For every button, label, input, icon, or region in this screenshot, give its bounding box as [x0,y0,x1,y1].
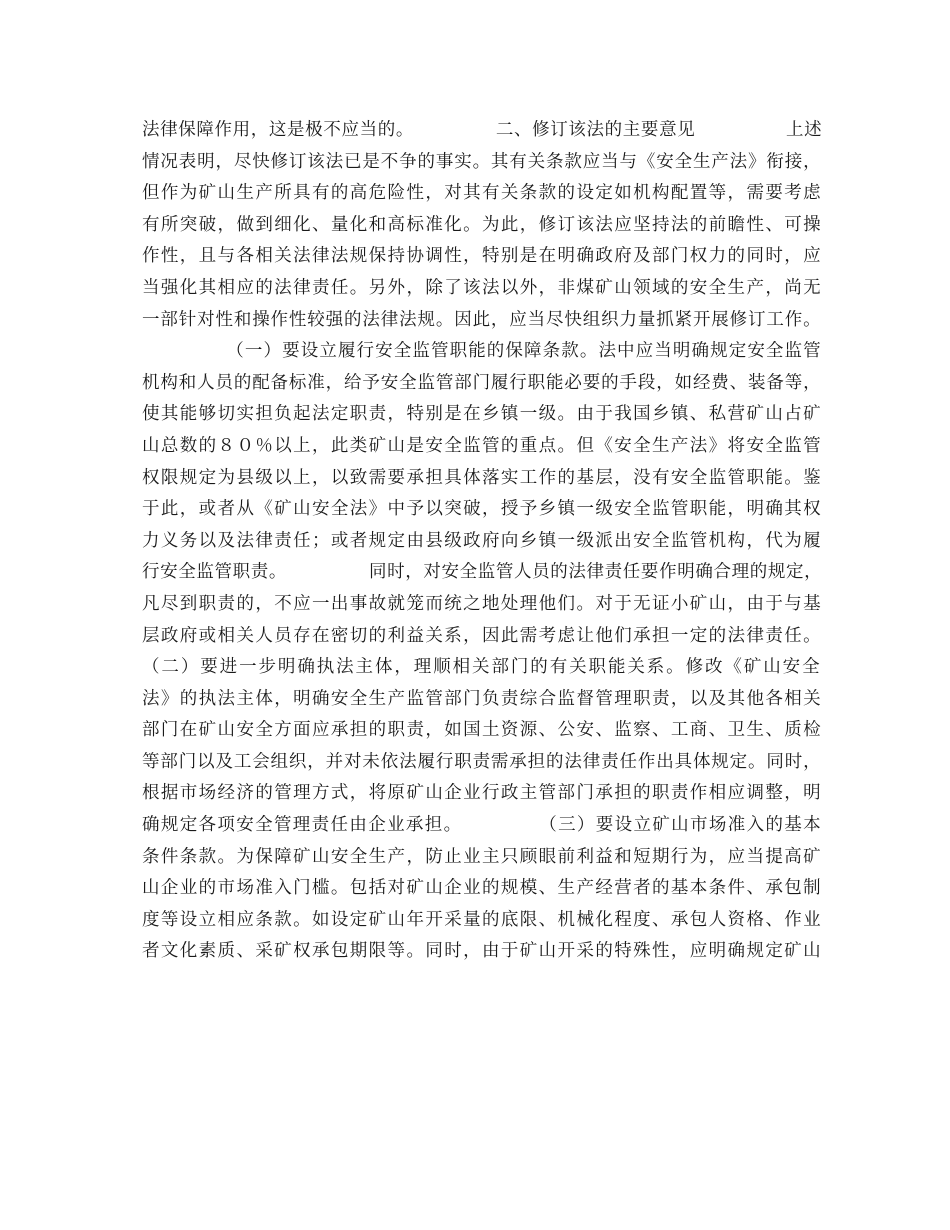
text-line: （二）要进一步明确执法主体，理顺相关部门的有关职能关系。修改《矿山安全 [142,657,822,678]
text-line: 山总数的８０％以上，此类矿山是安全监管的重点。但《安全生产法》将安全监管 [142,435,822,456]
text-line: 力义务以及法律责任；或者规定由县级政府向乡镇一级派出安全监管机构，代为履 [142,530,822,551]
text-line: 等部门以及工会组织，并对未依法履行职责需承担的法律责任作出具体规定。同时， [142,751,822,772]
text-line: （一）要设立履行安全监管职能的保障条款。法中应当明确规定安全监管 [142,341,822,362]
text-line: 条件条款。为保障矿山安全生产，防止业主只顾眼前利益和短期行为，应当提高矿 [142,846,822,867]
body-text [142,115,822,968]
text-line: 作性，且与各相关法律法规保持协调性，特别是在明确政府及部门权力的同时，应 [142,246,822,267]
text-line: 于此，或者从《矿山安全法》中予以突破，授予乡镇一级安全监管职能，明确其权 [142,499,822,520]
text-line: 情况表明，尽快修订该法已是不争的事实。其有关条款应当与《安全生产法》衔接， [142,151,822,172]
text-line: 使其能够切实担负起法定职责，特别是在乡镇一级。由于我国乡镇、私营矿山占矿 [142,404,822,425]
text-line: 根据市场经济的管理方式，将原矿山企业行政主管部门承担的职责作相应调整，明 [142,783,822,804]
text-line: 山企业的市场准入门槛。包括对矿山企业的规模、生产经营者的基本条件、承包制 [142,878,822,899]
text-line: 权限规定为县级以上，以致需要承担具体落实工作的基层，没有安全监管职能。鉴 [142,467,822,488]
text-line: 但作为矿山生产所具有的高危险性，对其有关条款的设定如机构配置等，需要考虑 [142,183,822,204]
text-line: 法律保障作用，这是极不应当的。 二、修订该法的主要意见 上述 [142,120,823,140]
text-line: 有所突破，做到细化、量化和高标准化。为此，修订该法应坚持法的前瞻性、可操 [142,214,822,235]
text-line: 凡尽到职责的，不应一出事故就笼而统之地处理他们。对于无证小矿山，由于与基 [142,593,822,614]
text-line: 度等设立相应条款。如设定矿山年开采量的底限、机械化程度、承包人资格、作业 [142,909,822,930]
text-line: 层政府或相关人员存在密切的利益关系，因此需考虑让他们承担一定的法律责任。 [142,625,822,646]
text-line: 法》的执法主体，明确安全生产监管部门负责综合监督管理职责，以及其他各相关 [142,688,822,709]
text-line: 机构和人员的配备标准，给予安全监管部门履行职能必要的手段，如经费、装备等， [142,372,822,393]
text-line: 部门在矿山安全方面应承担的职责，如国土资源、公安、监察、工商、卫生、质检 [142,720,822,741]
text-line: 者文化素质、采矿权承包期限等。同时，由于矿山开采的特殊性，应明确规定矿山 [142,941,822,962]
text-line: 一部针对性和操作性较强的法律法规。因此，应当尽快组织力量抓紧开展修订工作。 [142,309,822,330]
text-line: 确规定各项安全管理责任由企业承担。 （三）要设立矿山市场准入的基本 [142,815,822,836]
text-line: 当强化其相应的法律责任。另外，除了该法以外，非煤矿山领域的安全生产，尚无 [142,277,822,298]
text-line: 行安全监管职责。 同时，对安全监管人员的法律责任要作明确合理的规定， [142,562,823,583]
